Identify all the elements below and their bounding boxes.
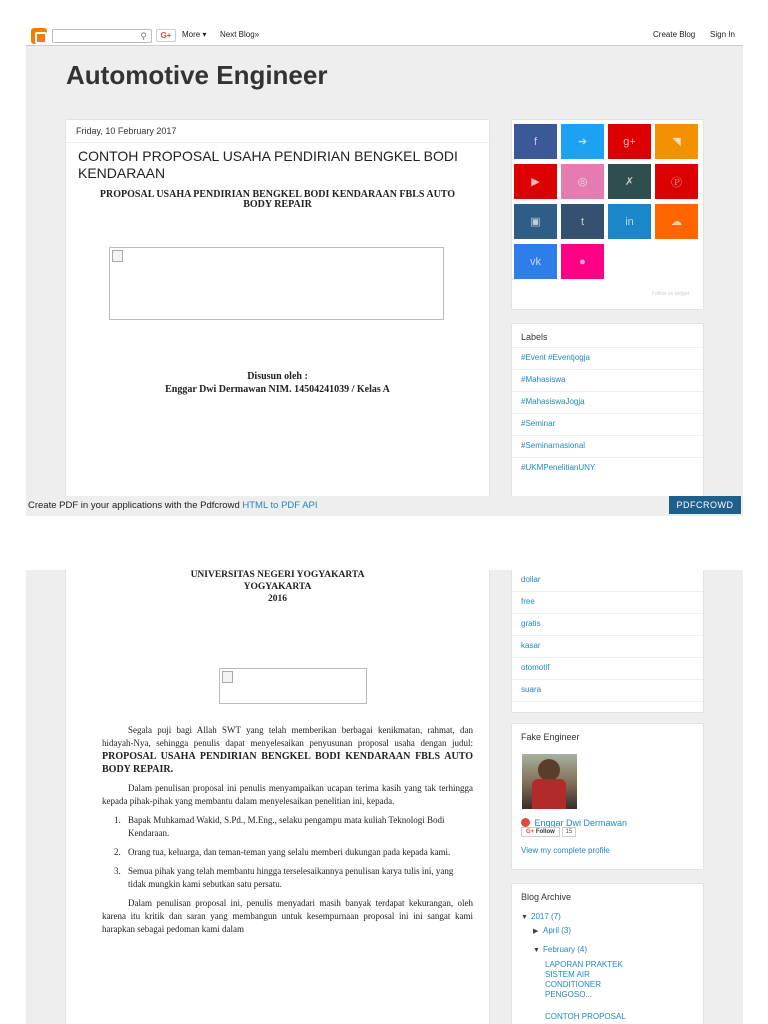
linkedin-icon[interactable]: in xyxy=(608,204,651,239)
city: YOGYAKARTA xyxy=(243,582,312,592)
social-follow-widget xyxy=(512,120,703,309)
archive-post-1[interactable]: LAPORAN PRAKTEK SISTEM AIR CONDITIONER PENGOSO... xyxy=(545,960,623,999)
soundcloud-icon[interactable]: ☁ xyxy=(655,204,698,239)
post xyxy=(66,120,489,516)
post-continued xyxy=(66,570,489,1024)
archive-year[interactable] xyxy=(521,912,561,921)
label-link[interactable]: #Seminar xyxy=(512,413,703,435)
list-number: 1. xyxy=(114,815,121,825)
labels-widget-continued xyxy=(512,570,703,712)
rss-icon[interactable]: ◥ xyxy=(655,124,698,159)
pdfcrowd-footer xyxy=(26,496,743,516)
list-text: Bapak Muhkamad Wakid, S.Pd., M.Eng., selaku pengampu mata kuliah Teknologi Bodi Kendaraan. xyxy=(128,815,445,838)
label-link[interactable]: #Event #Eventjogja xyxy=(512,347,703,369)
label-link[interactable]: #MahasiswaJogja xyxy=(512,391,703,413)
broken-image xyxy=(109,247,444,320)
archive-february[interactable] xyxy=(533,945,587,954)
instagram-icon[interactable]: ▣ xyxy=(514,204,557,239)
flickr-icon[interactable]: ● xyxy=(561,244,604,279)
blog-archive-widget xyxy=(512,884,703,1024)
list-number: 2. xyxy=(114,847,121,857)
paragraph-2: Dalam penulisan proposal ini penulis menyampaikan ucapan terima kasih yang tak terhingga kepada pihak-pihak yang membantu dalam menyelesaikan penelitian ini, kepada. xyxy=(102,783,473,806)
follow-label: Follow xyxy=(535,829,555,835)
labels-list xyxy=(512,347,703,479)
labels-title: Labels xyxy=(521,332,548,342)
label-link[interactable]: otomotif xyxy=(512,658,703,680)
label-link[interactable]: free xyxy=(512,592,703,614)
pinterest-icon[interactable]: Ⓟ xyxy=(655,164,698,199)
list-text: Orang tua, keluarga, dan teman-teman yang selalu memberi dukungan pada kepada kami. xyxy=(128,847,451,857)
label-link[interactable]: gratis xyxy=(512,614,703,636)
author-line: Enggar Dwi Dermawan NIM. 14504241039 / Kelas A xyxy=(165,384,390,395)
list-text: Semua pihak yang telah membantu hingga terselesaikannya penulisan karya tulis ini, yang tidak mungkin kami sebutkan satu persatu. xyxy=(128,866,454,889)
list-number: 3. xyxy=(114,866,121,876)
label-link[interactable]: kasar xyxy=(512,636,703,658)
twitter-icon[interactable]: ➔ xyxy=(561,124,604,159)
blog-title[interactable]: Automotive Engineer xyxy=(66,60,328,90)
xing-icon[interactable]: ✗ xyxy=(608,164,651,199)
post-title[interactable]: CONTOH PROPOSAL USAHA PENDIRIAN BENGKEL BODI KENDARAAN xyxy=(78,148,458,181)
avatar[interactable] xyxy=(522,754,577,809)
post-date: Friday, 10 February 2017 xyxy=(66,120,489,143)
blogger-logo-icon[interactable] xyxy=(31,28,47,44)
archive-title: Blog Archive xyxy=(521,892,572,902)
pdfcrowd-button[interactable]: PDFCROWD xyxy=(669,496,741,514)
youtube-icon[interactable]: ▶ xyxy=(514,164,557,199)
label-link[interactable]: dollar xyxy=(512,570,703,592)
follower-count: 15 xyxy=(562,827,577,837)
search-input[interactable] xyxy=(52,29,152,43)
follow-note: Follow us widget xyxy=(652,291,689,297)
pdf-page-2 xyxy=(26,570,743,1024)
acknowledgement-list xyxy=(66,814,489,891)
blogger-navbar xyxy=(26,26,743,46)
google-plus-button[interactable]: G+ xyxy=(156,29,176,42)
paragraph-3: Dalam penulisan proposal ini, penulis menyadari masih banyak terdapat kekurangan, oleh karena itu kritik dan saran yang membangun untuk kesempurnaan proposal ini ini sangat kami harapkan sebagai pedoman kami dalam xyxy=(102,898,473,934)
facebook-icon[interactable]: f xyxy=(514,124,557,159)
labels-list xyxy=(512,570,703,702)
list-item xyxy=(66,846,489,859)
profile-name[interactable]: Enggar Dwi Dermawan xyxy=(534,818,627,828)
university-name: UNIVERSITAS NEGERI YOGYAKARTA xyxy=(190,570,365,580)
follow-button[interactable]: G+ Follow xyxy=(521,827,560,837)
paragraph-1-bold: PROPOSAL USAHA PENDIRIAN BENGKEL BODI KENDARAAN FBLS AUTO BODY REPAIR. xyxy=(102,751,473,775)
more-menu[interactable]: More ▾ xyxy=(182,30,207,39)
label-link[interactable]: #Seminarnasional xyxy=(512,435,703,457)
broken-image xyxy=(219,668,367,704)
list-item xyxy=(66,814,489,840)
document-heading: PROPOSAL USAHA PENDIRIAN BENGKEL BODI KENDARAAN FBLS AUTO BODY REPAIR xyxy=(99,189,456,210)
archive-february-label[interactable]: February (4) xyxy=(543,945,588,954)
follow-row xyxy=(521,827,576,837)
archive-post-2[interactable]: CONTOH PROPOSAL xyxy=(545,1012,626,1021)
label-link[interactable]: #UKMPenelitianUNY xyxy=(512,457,703,479)
create-blog-link[interactable]: Create Blog xyxy=(653,30,696,39)
author-label: Disusun oleh : xyxy=(247,371,308,382)
triangle-down-icon[interactable]: ▼ xyxy=(533,947,540,954)
pdf-page-1 xyxy=(26,26,743,516)
label-link[interactable]: suara xyxy=(512,680,703,702)
year: 2016 xyxy=(268,594,287,604)
google-plus-icon xyxy=(521,818,530,827)
paragraph-1-text: Segala puji bagi Allah SWT yang telah memberikan berbagai kenikmatan, rahmat, dan hidayah-Nya, sehingga penulis dapat menyelesaikan penyusunan proposal usaha dengan judul: xyxy=(102,725,473,748)
archive-year-label[interactable]: 2017 (7) xyxy=(531,912,561,921)
paragraph-1 xyxy=(66,724,489,776)
next-blog-link[interactable]: Next Blog» xyxy=(220,30,260,39)
archive-april-label[interactable]: April (3) xyxy=(543,926,572,935)
vk-icon[interactable]: vk xyxy=(514,244,557,279)
tumblr-icon[interactable]: t xyxy=(561,204,604,239)
list-item xyxy=(66,865,489,891)
archive-april[interactable] xyxy=(533,926,571,935)
search-icon[interactable]: ⚲ xyxy=(140,31,147,41)
triangle-right-icon[interactable]: ▶ xyxy=(533,928,539,935)
labels-widget xyxy=(512,324,703,516)
pdfcrowd-link[interactable]: HTML to PDF API xyxy=(242,500,318,511)
profile-widget xyxy=(512,724,703,869)
profile-title: Fake Engineer xyxy=(521,732,580,742)
pdfcrowd-text: Create PDF in your applications with the Pdfcrowd xyxy=(28,500,243,511)
label-link[interactable]: #Mahasiswa xyxy=(512,369,703,391)
dribbble-icon[interactable]: ◎ xyxy=(561,164,604,199)
google-plus-icon[interactable]: g+ xyxy=(608,124,651,159)
view-profile-link[interactable]: View my complete profile xyxy=(521,846,610,855)
triangle-down-icon[interactable]: ▼ xyxy=(521,914,528,921)
sign-in-link[interactable]: Sign In xyxy=(710,30,735,39)
